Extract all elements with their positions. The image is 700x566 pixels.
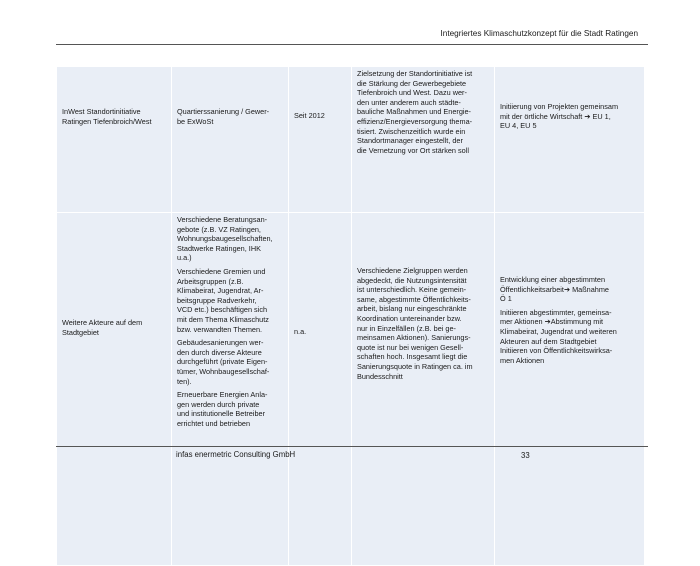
actor-name: InWest Standortinitiative Ratingen Tiefenbroich/West: [62, 107, 152, 126]
topic-cell: [172, 213, 289, 566]
footer-divider: [56, 446, 648, 447]
topic-paragraph: Erneuerbare Energien Anla- gen werden durch private und institutionelle Betreiber errichtet und betrieben: [177, 390, 268, 428]
topic-paragraph: Gebäudesanierungen wer- den durch diverse Akteure durchgeführt (private Eigen- tümer, Wohnbaugesellschaf- ten).: [177, 338, 270, 386]
topic-cell: [172, 67, 289, 213]
description-cell: [352, 213, 495, 566]
footer-company: infas enermetric Consulting GmbH: [176, 450, 296, 459]
measures-paragraph: Entwicklung einer abgestimmten Öffentlichkeitsarbeit➔ Maßnahme Ö 1: [500, 275, 609, 304]
since-cell: [289, 213, 352, 566]
actor-cell: [57, 213, 172, 566]
description-text: Zielsetzung der Standortinitiative ist die Stärkung der Gewerbegebiete Tiefenbroich und West. Dazu wer- den unter anderem auch städte- bauliche Maßnahmen und Energie- effizienz/Energieversorgung thema- tisiert. Zwischenzeitlich wurde ein Standortmanager eingestellt, der die Vernetzung vor Ort stärken soll: [357, 69, 473, 155]
measures-paragraph: Initiieren abgestimmter, gemeinsa- mer Aktionen ➔Abstimmung mit Klimabeirat, Jugendrat und weiteren Akteuren auf dem Stadtgebiet Initiieren von Öffentlichkeitswirksa- men Aktionen: [500, 307, 617, 365]
topic-paragraph: Verschiedene Gremien und Arbeitsgruppen (z.B. Klimabeirat, Jugendrat, Ar- beitsgruppe Radverkehr, VCD etc.) beschäftigen sich mit dem Thema Klimaschutz bzw. verwandten Themen.: [177, 266, 269, 334]
topic-paragraph: Verschiedene Beratungsan- gebote (z.B. VZ Ratingen, Wohnungsbaugesellschaften, Stadtwerke Ratingen, IHK u.a.): [177, 215, 273, 263]
since-text: n.a.: [294, 327, 307, 336]
actor-cell: [57, 67, 172, 213]
description-text: Verschiedene Zielgruppen werden abgedeckt, die Nutzungsintensität ist unterschiedlich. Keine gemein- same, abgestimmte Öffentlichkeits- arbeit, bislang nur eingeschränkte Koordination untereinander bzw. nur in Einzelfällen (z.B. bei ge- meinsamen Aktionen). Sanierungs- quote ist nur bei wenigen Gesell- schaften hoch. Insgesamt liegt die Sanierungsquote in Ratingen ca. im Bundesschnitt: [357, 266, 473, 381]
description-cell: [352, 67, 495, 213]
header-title: Integriertes Klimaschutzkonzept für die Stadt Ratingen: [440, 29, 638, 38]
table-row: [57, 67, 645, 213]
since-cell: [289, 67, 352, 213]
measures-cell: [495, 213, 645, 566]
header-divider: [56, 44, 648, 45]
since-text: Seit 2012: [294, 111, 325, 120]
actors-table: [56, 66, 645, 566]
table-row: [57, 213, 645, 566]
measures-cell: [495, 67, 645, 213]
page-number: 33: [521, 451, 530, 460]
actor-name: Weitere Akteure auf dem Stadtgebiet: [62, 318, 143, 337]
measures-text: Initiierung von Projekten gemeinsam mit der örtliche Wirtschaft ➔ EU 1, EU 4, EU 5: [500, 102, 619, 131]
topic-text: Quartierssanierung / Gewer- be ExWoSt: [177, 107, 270, 126]
